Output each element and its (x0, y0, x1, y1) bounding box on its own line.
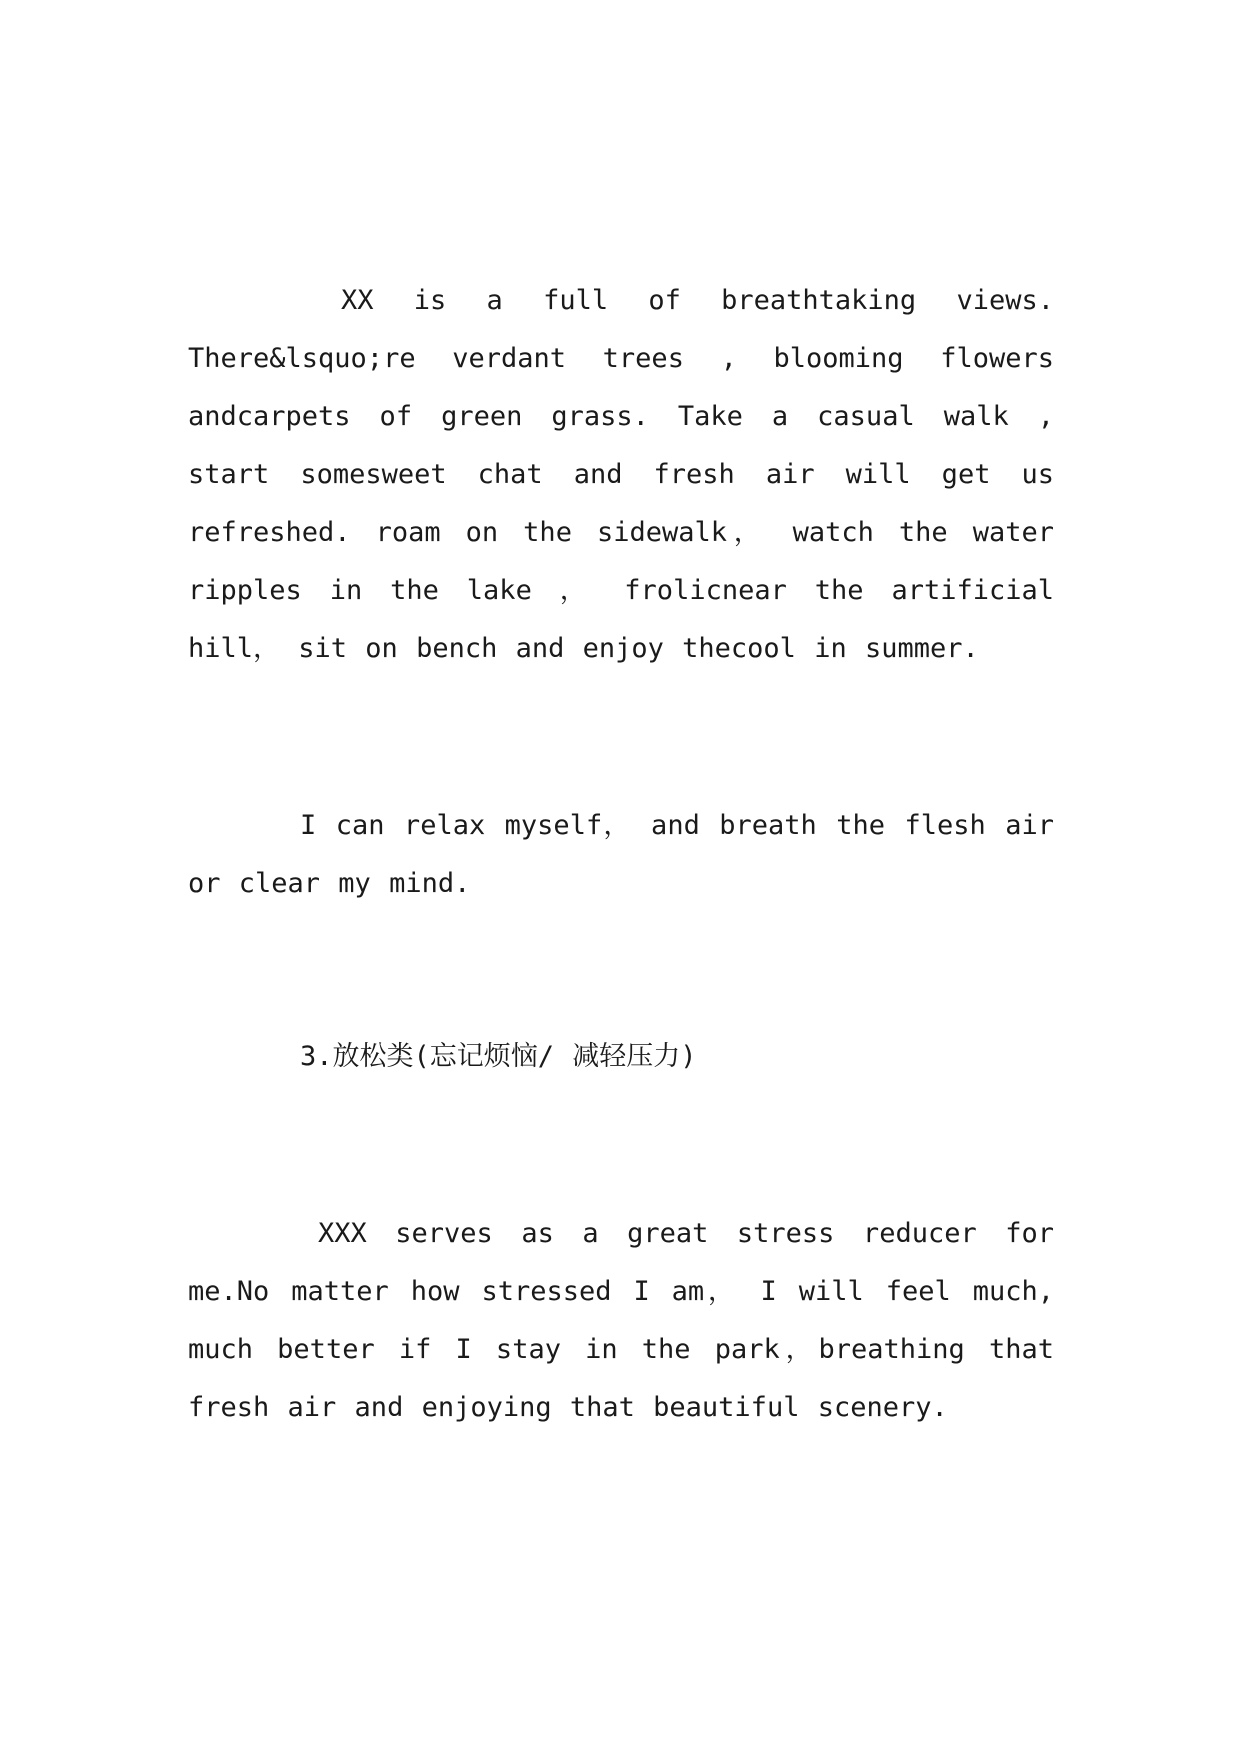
paragraph-stress-reducer: XXX serves as a great stress reducer for me.No matter how stressed I am， I will feel much, much better if I stay in the park，breathing that fresh air and enjoying that beautiful scenery. (188, 1218, 1054, 1423)
paragraph-park-views: XX is a full of breathtaking views. There&lsquo;re verdant trees , blooming flowers andcarpets of green grass. Take a casual walk , start somesweet chat and fresh air will get us refreshed. roam on the sidewalk， watch the water ripples in the lake ， frolicnear the artificial hill， sit on bench and enjoy thecool in summer. (188, 285, 1054, 664)
paragraph-relax: I can relax myself， and breath the flesh air or clear my mind. (188, 810, 1054, 899)
section-heading-relaxation: 3.放松类(忘记烦恼/ 减轻压力) (300, 1041, 697, 1072)
